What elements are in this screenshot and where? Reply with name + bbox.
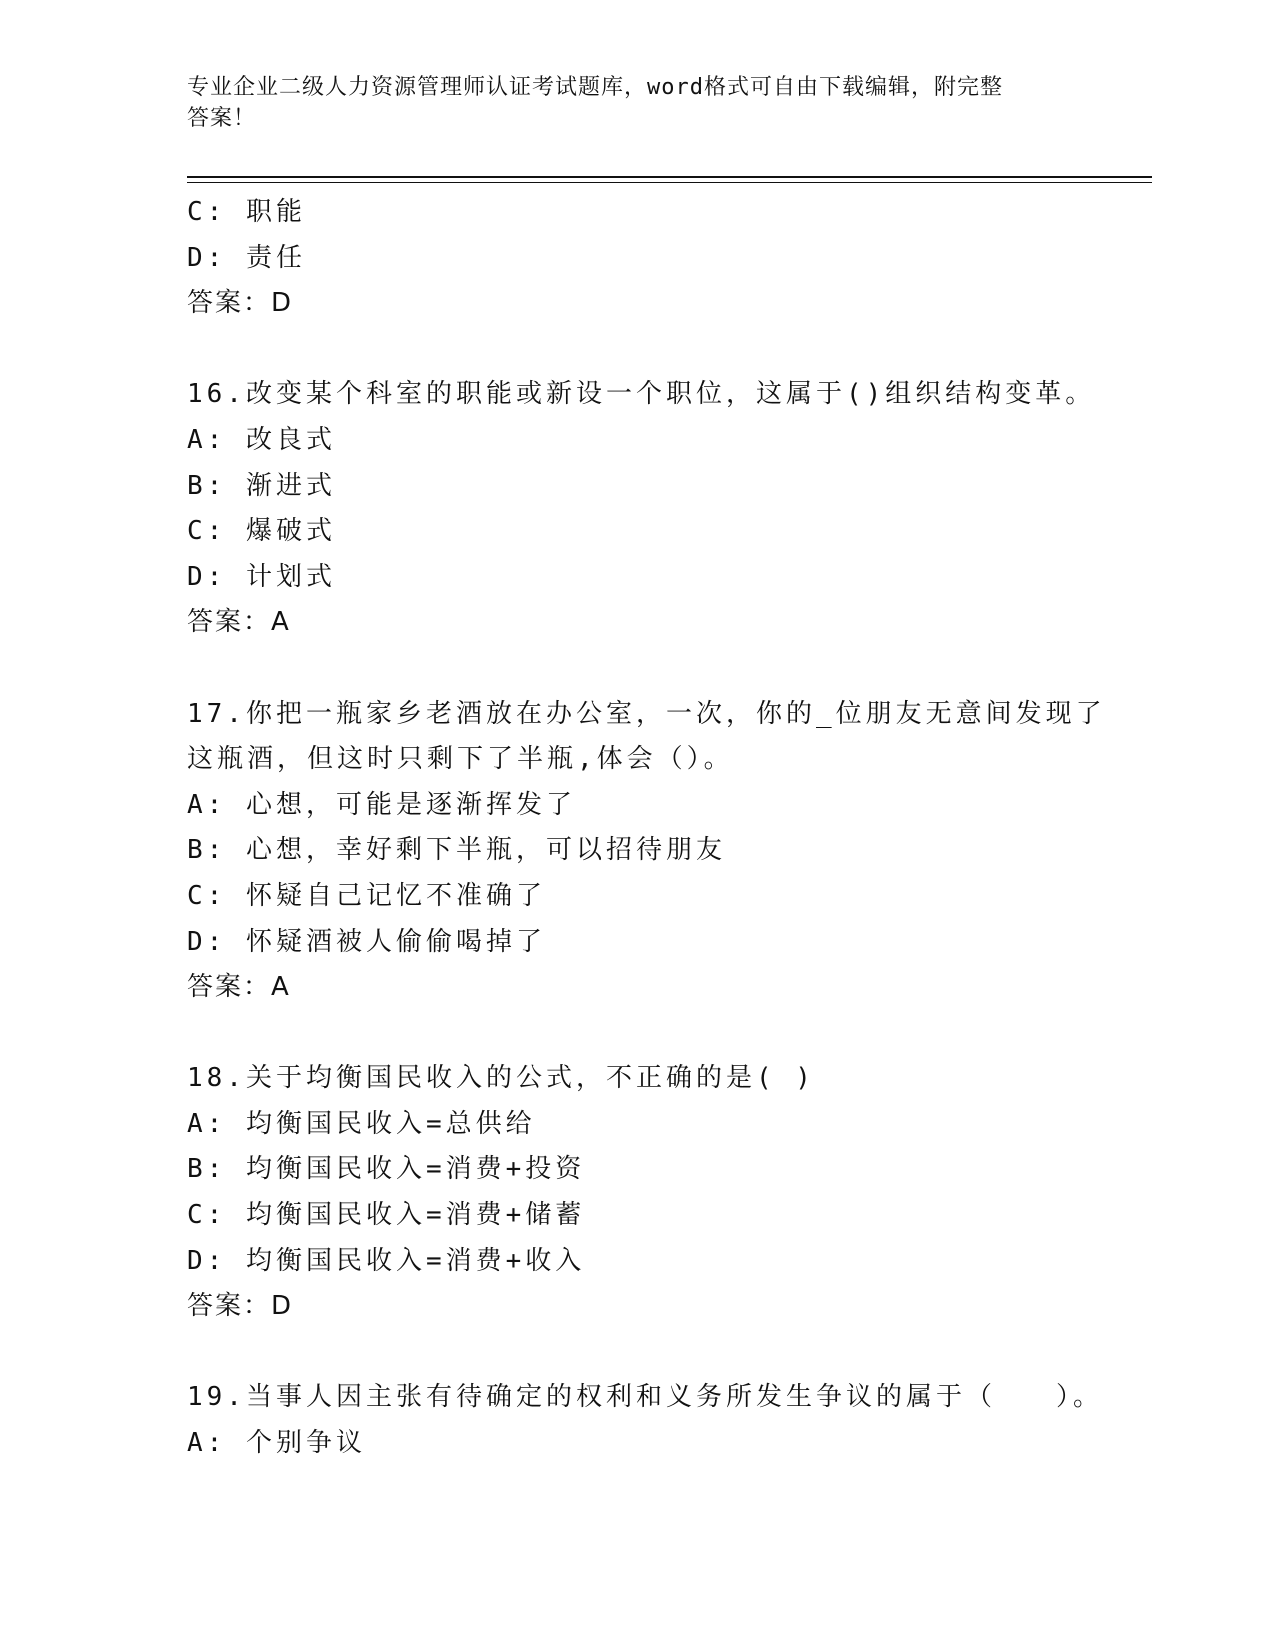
spacer (187, 1330, 1147, 1376)
question-17 (187, 692, 1147, 1011)
option-b: B: 渐进式 (187, 470, 336, 501)
option-c: C: 爆破式 (187, 516, 336, 547)
option-b: B: 均衡国民收入=消费+投资 (187, 1154, 586, 1185)
option-a: A: 个别争议 (187, 1428, 366, 1459)
option-c: C: 均衡国民收入=消费+储蓄 (187, 1200, 586, 1231)
option-b: B: 心想，幸好剩下半瓶，可以招待朋友 (187, 835, 726, 866)
question-stem: 19.当事人因主张有待确定的权利和义务所发生争议的属于（ ）。 (187, 1382, 1103, 1413)
option-a: A: 均衡国民收入=总供给 (187, 1108, 536, 1139)
answer-line: 答案：A (187, 607, 291, 638)
answer-line: 答案：A (187, 972, 291, 1003)
option-c: C: 职能 (187, 197, 306, 227)
question-16 (187, 372, 1147, 646)
question-19 (187, 1375, 1147, 1466)
question-stem-line-2: 这瓶酒，但这时只剩下了半瓶,体会（）。 (187, 744, 734, 775)
question-15-continued (187, 190, 1147, 327)
question-stem: 16.改变某个科室的职能或新设一个职位，这属于()组织结构变革。 (187, 379, 1096, 410)
question-stem-line-1: 17.你把一瓶家乡老酒放在办公室，一次，你的_位朋友无意间发现了 (187, 698, 1106, 729)
question-list (187, 190, 1147, 1467)
spacer (187, 646, 1147, 692)
header-divider-thick (187, 176, 1152, 178)
option-d: D: 责任 (187, 242, 306, 273)
option-d: D: 怀疑酒被人偷偷喝掉了 (187, 926, 546, 957)
header-divider-thin (187, 182, 1152, 183)
option-d: D: 计划式 (187, 561, 336, 592)
spacer (187, 1011, 1147, 1057)
answer-line: 答案：D (187, 1291, 294, 1322)
option-c: C: 怀疑自己记忆不准确了 (187, 880, 546, 911)
option-a: A: 改良式 (187, 424, 336, 455)
header-line-1: 专业企业二级人力资源管理师认证考试题库，word格式可自由下载编辑，附完整 (187, 75, 1003, 100)
option-a: A: 心想，可能是逐渐挥发了 (187, 789, 576, 820)
option-d: D: 均衡国民收入=消费+收入 (187, 1245, 586, 1276)
spacer (187, 327, 1147, 373)
header-line-2: 答案！ (187, 106, 257, 131)
page-header (187, 72, 1067, 134)
question-stem: 18.关于均衡国民收入的公式，不正确的是( ) (187, 1063, 815, 1094)
answer-line: 答案：D (187, 288, 294, 319)
question-18 (187, 1056, 1147, 1330)
